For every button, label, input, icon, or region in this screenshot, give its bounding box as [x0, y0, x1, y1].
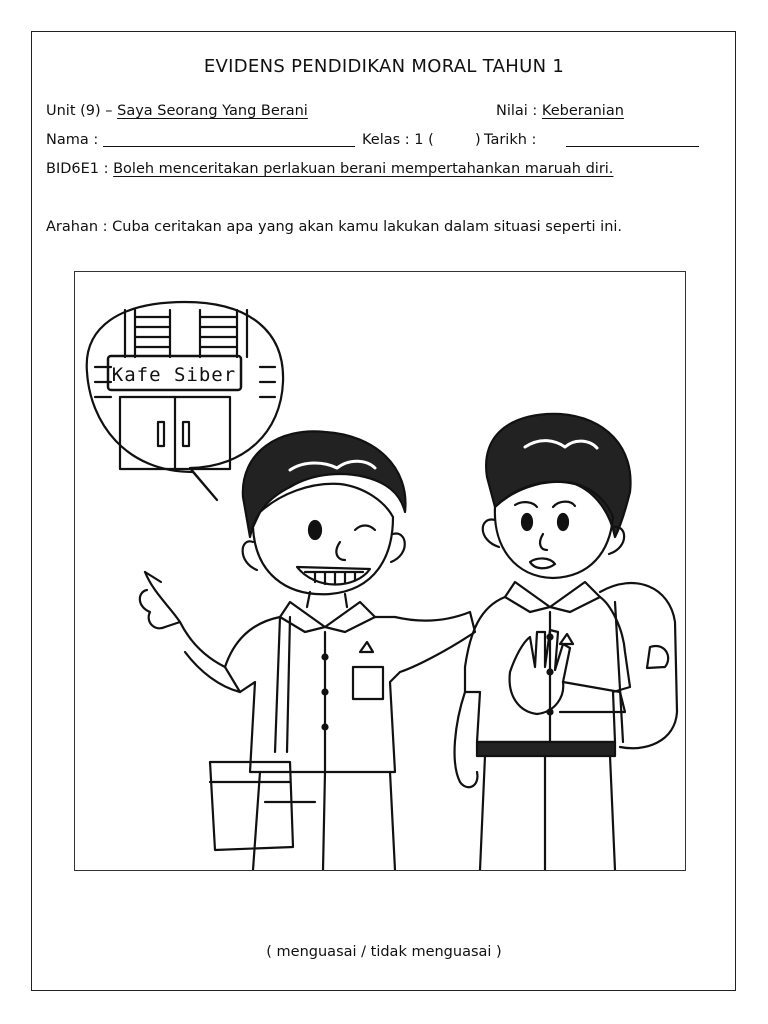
tarikh-label: Tarikh : [484, 132, 537, 148]
nilai-value: Keberanian [541, 103, 624, 119]
nama-field[interactable] [103, 132, 355, 147]
instruction-text: Arahan : Cuba ceritakan apa yang akan kamu lakukan dalam situasi seperti ini. [46, 219, 623, 235]
tarikh-field[interactable] [566, 132, 699, 147]
kelas-field[interactable] [437, 132, 471, 146]
nilai-row [496, 103, 624, 119]
bid-value: Boleh menceritakan perlakuan berani mempertahankan maruah diri. [113, 161, 614, 177]
illustration-panel [74, 271, 686, 871]
kelas-label: Kelas : 1 ( [362, 132, 434, 148]
cartoon-illustration [75, 272, 685, 870]
unit-label: Unit (9) – [46, 103, 118, 119]
kelas-close: ) [475, 132, 481, 148]
unit-row [46, 103, 308, 119]
assessment-options: ( menguasai / tidak menguasai ) [266, 944, 502, 960]
unit-value: Saya Seorang Yang Berani [117, 103, 308, 119]
worksheet-title: EVIDENS PENDIDIKAN MORAL TAHUN 1 [203, 56, 565, 77]
boy-refusing [455, 414, 677, 870]
nama-label: Nama : [46, 132, 99, 148]
boy-pointing [140, 431, 475, 870]
nama-row [46, 132, 98, 148]
bid-row [46, 161, 613, 177]
bid-label: BID6E1 : [46, 161, 114, 177]
cafe-sign-text: Kafe Siber [111, 364, 237, 386]
nilai-label: Nilai : [496, 103, 542, 119]
